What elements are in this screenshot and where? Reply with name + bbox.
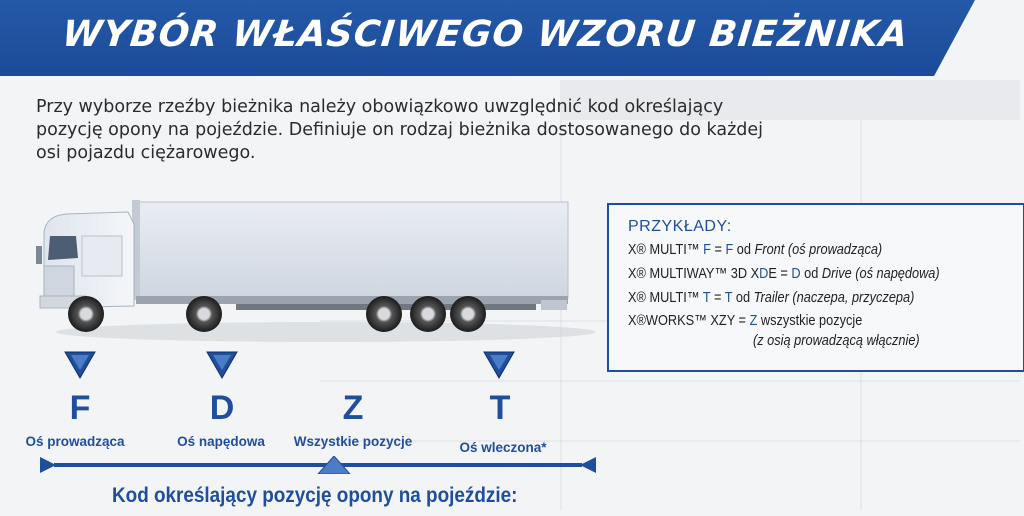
position-code: F [703, 242, 711, 258]
product-name: X® MULTI™ [628, 242, 704, 258]
position-meaning: wszystkie pozycje [757, 313, 863, 329]
axis-line [40, 456, 596, 474]
position-meaning: Drive (oś napędowa) [821, 266, 940, 282]
position-label-drive: Oś napędowa [177, 434, 265, 449]
example-row-trailer [628, 290, 914, 306]
equals: = [710, 242, 726, 258]
position-letter-d: D [209, 389, 235, 427]
equals: = [776, 266, 792, 282]
equals: = [710, 290, 725, 306]
position-code: Z [749, 313, 758, 329]
arrow-right-icon [40, 457, 56, 473]
footer-title: Kod określający pozycję opony na pojeździe: [112, 484, 518, 507]
position-letter-t: T [489, 389, 511, 427]
product-name: X®WORKS™ XZY = [628, 313, 750, 329]
arrow-left-icon [580, 457, 596, 473]
position-meaning: Trailer (naczepa, przyczepa) [753, 290, 915, 306]
position-label-all: Wszystkie pozycje [293, 434, 413, 449]
intro-line: osi pojazdu ciężarowego. [36, 143, 256, 163]
triangle-down-icon [482, 350, 516, 380]
position-label-front: Oś prowadząca [25, 434, 125, 449]
intro-line: pozycję opony na pojeździe. Definiuje on rodzaj bieżnika dostosowanego do każdej [36, 120, 764, 140]
examples-title: PRZYKŁADY: [628, 218, 732, 235]
product-suffix: E [768, 266, 777, 282]
position-letter: F [725, 242, 734, 258]
position-code: T [702, 290, 711, 306]
position-meaning: Front (oś prowadząca) [754, 242, 883, 258]
position-letter: T [724, 290, 733, 306]
triangle-down-icon [63, 350, 97, 380]
product-name: X® MULTIWAY™ 3D X [628, 266, 760, 282]
examples-note: (z osią prowadzącą włącznie) [753, 333, 920, 349]
examples-box [607, 203, 1024, 372]
example-row-front [628, 242, 882, 258]
position-letter: D [791, 266, 801, 282]
position-letter-z: Z [342, 389, 364, 427]
connector: od [733, 242, 755, 258]
position-label-trailer: Oś wleczona* [459, 440, 547, 455]
truck-illustration [36, 196, 596, 346]
product-name: X® MULTI™ [628, 290, 703, 306]
example-row-drive [628, 266, 940, 282]
triangle-down-icon [205, 350, 239, 380]
connector: od [800, 266, 822, 282]
position-letter-f: F [69, 389, 91, 427]
example-row-all [628, 313, 862, 329]
page-title: WYBÓR WŁAŚCIWEGO WZORU BIEŻNIKA [60, 14, 911, 55]
intro-line: Przy wyborze rzeźby bieżnika należy obowiązkowo uwzględnić kod określający [36, 97, 724, 117]
position-code: D [759, 266, 769, 282]
intro-paragraph [36, 96, 806, 165]
connector: od [732, 290, 754, 306]
